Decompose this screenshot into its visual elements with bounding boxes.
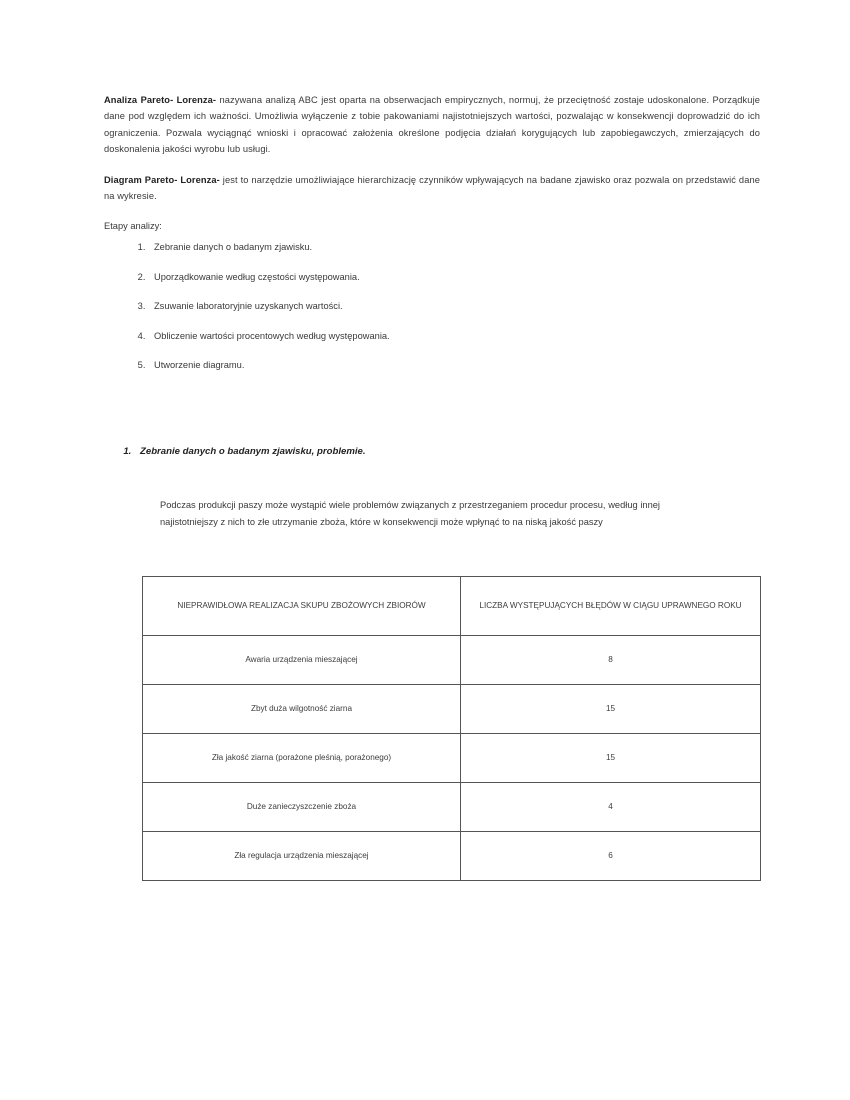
table-row <box>143 636 761 685</box>
table-cell-defect: Duże zanieczyszczenie zboża <box>143 783 461 832</box>
table-cell-count: 15 <box>461 734 761 783</box>
paragraph-pareto-diagram <box>104 172 760 205</box>
steps-intro-text: Etapy analizy: <box>104 221 162 232</box>
list-item: 5. Utworzenie diagramu. <box>148 358 760 373</box>
paragraph-lead-label: Analiza Pareto- Lorenza- <box>104 95 217 105</box>
error-frequency-table <box>142 576 761 881</box>
table-cell-count: 8 <box>461 636 761 685</box>
analysis-steps-list <box>104 240 760 373</box>
paragraph-body-text: jest to narzędzie umożliwiające hierarchizację czynników wpływających na badane zjawisko oraz pozwala on przedstawić dane na wykresie. <box>104 174 760 202</box>
table-cell-defect: Zbyt duża wilgotność ziarna <box>143 685 461 734</box>
table-row <box>143 832 761 881</box>
section-heading-list <box>104 445 760 459</box>
table-cell-defect: Zła regulacja urządzenia mieszającej <box>143 832 461 881</box>
table-header-cell-count: LICZBA WYSTĘPUJĄCYCH BŁĘDÓW W CIĄGU UPRAWNEGO ROKU <box>461 577 761 636</box>
paragraph-lead-label: Diagram Pareto- Lorenza- <box>104 174 220 185</box>
table-header-row <box>143 577 761 636</box>
table-header-cell-defect: NIEPRAWIDŁOWA REALIZACJA SKUPU ZBOŻOWYCH ZBIORÓW <box>143 577 461 636</box>
list-item: 2. Uporządkowanie według częstości występowania. <box>148 270 760 285</box>
section-paragraph: Podczas produkcji paszy może wystąpić wiele problemów związanych z przestrzeganiem procedur procesu, według innej najistotniejszy z nich to złe utrzymanie zboża, które w konsekwencji może wpłynąć to na niską jakość paszy <box>160 500 660 527</box>
table-cell-count: 6 <box>461 832 761 881</box>
list-item: 1. Zebranie danych o badanym zjawisku. <box>148 240 760 255</box>
table-cell-defect: Zła jakość ziarna (porażone pleśnią, porażonego) <box>143 734 461 783</box>
table-row <box>143 685 761 734</box>
paragraph-pareto-analysis <box>104 92 760 158</box>
list-item: 3. Zsuwanie laboratoryjnie uzyskanych wartości. <box>148 299 760 314</box>
section-heading: 1. Zebranie danych o badanym zjawisku, problemie. <box>134 445 760 459</box>
table-row <box>143 783 761 832</box>
table-row <box>143 734 761 783</box>
table-cell-count: 4 <box>461 783 761 832</box>
paragraph-body-text: nazywana analizą ABC jest oparta na obserwacjach empirycznych, normuj, że przeciętność zostaje udoskonalone. Porządkuje dane pod względem ich ważności. Umożliwia wyłączenie z tobie pakowaniami najistotniejszych wartości, pozwalając w konsekwencji doprowadzić do ich ograniczenia. Pozwala wyciągnąć wnioski i opracować założenia określone podjęcia działań korygujących lub zapobiegawczych, zmierzających do doskonalenia jakości wyrobu lub usługi. <box>104 95 760 155</box>
list-item: 4. Obliczenie wartości procentowych według występowania. <box>148 329 760 344</box>
table-cell-count: 15 <box>461 685 761 734</box>
table-cell-defect: Awaria urządzenia mieszającej <box>143 636 461 685</box>
